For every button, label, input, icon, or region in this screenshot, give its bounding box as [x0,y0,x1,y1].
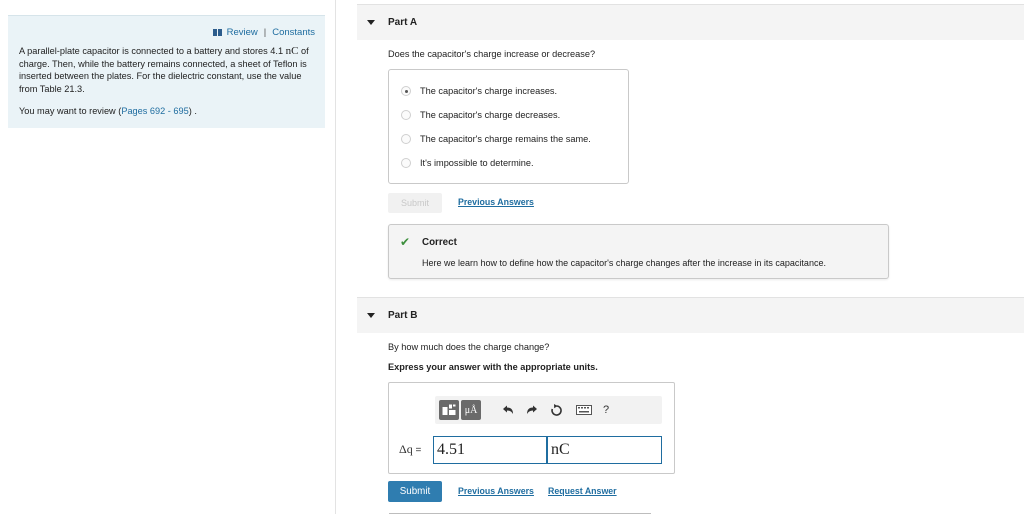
equals-sign: = [412,445,422,456]
units-button-label: μÅ [464,404,478,416]
problem-panel [8,15,325,128]
part-a-title: Part A [388,17,418,28]
radio-button[interactable] [401,134,411,144]
panel-divider [335,0,336,514]
feedback-status: Correct [422,237,457,248]
delta-q-label [399,442,421,457]
review-pages-line [19,106,197,116]
charge-value: 4.1 [270,46,284,56]
delta-q-symbol: Δq [399,442,413,456]
request-answer-link[interactable]: Request Answer [548,486,617,496]
problem-text-before: A parallel-plate capacitor is connected to a battery and stores [19,46,268,56]
template-icon [442,404,456,416]
review-constants-bar [213,27,315,38]
redo-icon[interactable] [525,403,539,417]
checkmark-icon: ✔ [400,235,411,249]
collapse-triangle-icon[interactable] [367,313,375,318]
constants-link[interactable]: Constants [272,27,315,38]
value-input[interactable]: 4.51 [433,436,547,464]
templates-button[interactable] [439,400,459,420]
review-prefix: You may want to review ( [19,106,122,116]
feedback-message: Here we learn how to define how the capacitor's charge changes after the increase in its capacitance. [422,258,826,268]
unit-input[interactable]: nC [547,436,662,464]
review-link[interactable]: Review [226,27,258,38]
option-decreases[interactable] [401,108,560,122]
part-a-question: Does the capacitor's charge increase or decrease? [388,49,596,59]
part-b-submit-button[interactable]: Submit [388,481,442,502]
option-label: It's impossible to determine. [420,158,534,168]
option-increases[interactable] [401,84,557,98]
radio-button[interactable] [401,110,411,120]
option-impossible[interactable] [401,156,534,170]
keyboard-icon[interactable] [575,403,593,417]
option-label: The capacitor's charge decreases. [420,110,561,120]
undo-icon[interactable] [501,403,515,417]
separator: | [263,27,267,38]
part-b-instruction: Express your answer with the appropriate units. [388,362,598,372]
review-suffix: ) . [188,106,197,116]
reset-icon[interactable] [549,403,563,417]
feedback-box [388,224,889,279]
problem-statement [19,45,315,95]
part-a-header[interactable] [357,4,1024,40]
part-b-title: Part B [388,310,418,321]
part-b-header[interactable] [357,297,1024,333]
part-b-previous-answers-link[interactable]: Previous Answers [458,486,534,496]
charge-unit: nC [285,45,299,57]
answer-options [388,69,629,184]
option-label: The capacitor's charge remains the same. [420,134,591,144]
radio-button[interactable] [401,158,411,168]
book-icon [213,29,222,36]
option-remains-same[interactable] [401,132,591,146]
problem-text-after: of charge. Then, while the battery remains connected, a sheet of Teflon is inserted between the plates. For the dielectric constant, use the value from Table 21.3. [19,46,309,94]
part-a-previous-answers-link[interactable]: Previous Answers [458,197,534,207]
option-label: The capacitor's charge increases. [420,86,558,96]
math-toolbar [435,396,662,424]
part-b-question: By how much does the charge change? [388,342,550,352]
answer-input-box [388,382,675,474]
units-button[interactable] [461,400,481,420]
collapse-triangle-icon[interactable] [367,20,375,25]
radio-button[interactable] [401,86,411,96]
part-a-submit-button[interactable]: Submit [388,193,442,213]
help-button[interactable]: ? [603,404,610,416]
review-pages-link[interactable]: Pages 692 - 695 [121,106,189,116]
